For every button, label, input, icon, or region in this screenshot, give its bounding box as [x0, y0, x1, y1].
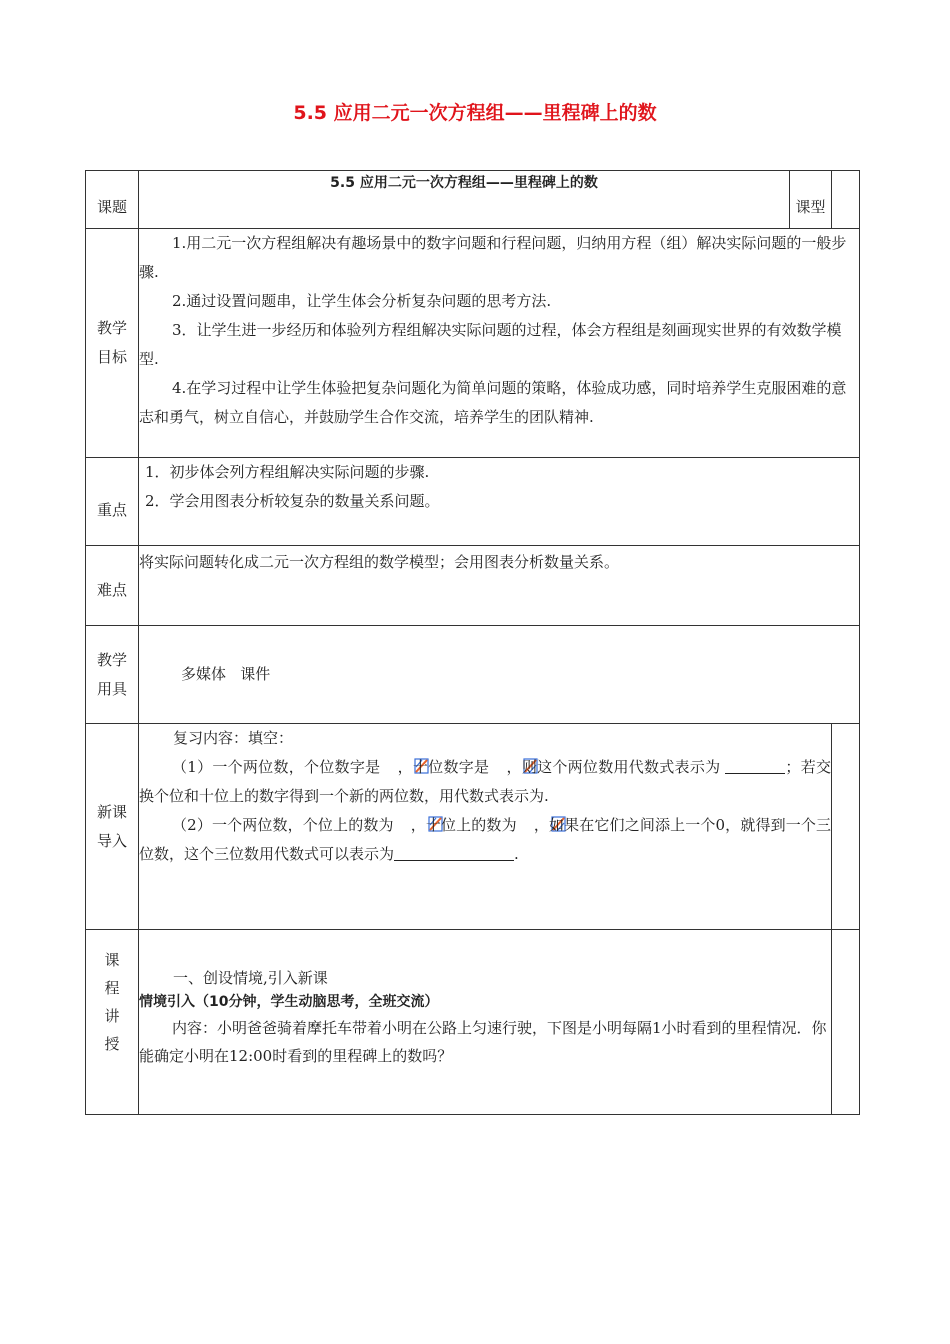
- key-point-item: 1．初步体会列方程组解决实际问题的步骤.: [145, 463, 430, 481]
- intro-heading: 复习内容：填空：: [173, 729, 294, 747]
- lecture-label-char: 讲: [104, 1007, 120, 1025]
- lecture-label-char: 课: [104, 951, 120, 969]
- q2-part-b: ，十位上的数为: [410, 816, 517, 834]
- intro-content: [139, 724, 832, 930]
- q1-part-e: .: [544, 787, 549, 805]
- lecture-label-char: 程: [104, 979, 120, 997]
- formula-image-icon: [518, 813, 533, 829]
- scenario-content: 内容：小明爸爸骑着摩托车带着小明在公路上匀速行驶，下图是小明每隔1小时看到的里程情况．你能确定小明在12:00时看到的里程碑上的数吗？: [139, 1019, 827, 1065]
- topic-title: 5.5 应用二元一次方程组——里程碑上的数: [330, 175, 598, 191]
- q2-part-a: （2）一个两位数，个位上的数为: [172, 816, 394, 834]
- lecture-section-heading: 一、创设情境,引入新课: [173, 969, 328, 987]
- intro-label-line-1: 新课: [96, 802, 127, 821]
- lecture-label: [86, 930, 139, 1115]
- goal-item: 1.用二元一次方程组解决有趣场景中的数字问题和行程问题，归纳用方程（组）解决实际问题的一般步骤.: [139, 234, 847, 281]
- topic-label: 课题: [86, 171, 139, 229]
- key-points-label: 重点: [86, 458, 139, 546]
- topic-cell: [139, 171, 790, 229]
- goal-item: 2.通过设置问题串，让学生体会分析复杂问题的思考方法.: [172, 292, 552, 310]
- formula-image-icon: [490, 755, 505, 771]
- goals-label-line-1: 教学: [96, 319, 127, 337]
- tools-label: [86, 626, 139, 724]
- lecture-row: [86, 930, 860, 1115]
- intro-question-2: [139, 811, 831, 869]
- intro-notes-cell: [832, 724, 860, 930]
- q2-part-d: .: [514, 845, 519, 863]
- q1-part-a: （1）一个两位数，个位数字是: [172, 758, 381, 776]
- key-points-row: [86, 458, 860, 546]
- lecture-notes-cell: [832, 930, 860, 1115]
- difficulty-text: 将实际问题转化成二元一次方程组的数学模型；会用图表分析数量关系。: [139, 553, 620, 571]
- intro-label-line-2: 导入: [96, 831, 127, 850]
- lesson-plan-table: [85, 170, 860, 1115]
- tools-text: 多媒体 课件: [181, 665, 271, 683]
- q2-part-c: ，如果在它们之间添上一个0，就得到一个三位数，这个三位数用代数式可以表示为: [139, 816, 832, 863]
- tools-label-line-2: 用具: [96, 679, 127, 698]
- q1-part-d: ；若交换个位和十位上的数字得到一个新的两位数，用代数式表示为: [139, 758, 831, 805]
- formula-image-icon: [395, 813, 410, 829]
- document-title: 5.5 应用二元一次方程组——里程碑上的数: [293, 102, 657, 124]
- tools-row: [86, 626, 860, 724]
- answer-blank[interactable]: [725, 757, 785, 774]
- lecture-label-char: 授: [104, 1035, 120, 1053]
- lecture-content: [139, 930, 832, 1115]
- scenario-title: 情境引入（10分钟，学生动脑思考，全班交流）: [139, 994, 439, 1010]
- difficulty-content: [139, 546, 860, 626]
- tools-content: [139, 626, 860, 724]
- tools-label-line-1: 教学: [96, 650, 127, 669]
- difficulty-row: [86, 546, 860, 626]
- goal-item: 3．让学生进一步经历和体验列方程组解决实际问题的过程，体会方程组是刻画现实世界的有效数学模型.: [139, 321, 842, 368]
- goals-label: [86, 229, 139, 458]
- q1-part-c: ，则这个两位数用代数式表示为: [506, 758, 721, 776]
- goals-row: [86, 229, 860, 458]
- intro-row: [86, 724, 860, 930]
- key-points-content: [139, 458, 860, 546]
- goals-label-line-2: 目标: [96, 348, 127, 366]
- q1-part-b: ，十位数字是: [397, 758, 490, 776]
- key-point-item: 2．学会用图表分析较复杂的数量关系问题。: [145, 492, 440, 510]
- lesson-type-value: [832, 171, 860, 229]
- goal-item: 4.在学习过程中让学生体验把复杂问题化为简单问题的策略，体验成功感，同时培养学生克服困难的意志和勇气，树立自信心，并鼓励学生合作交流，培养学生的团队精神.: [139, 379, 847, 426]
- answer-blank[interactable]: [394, 844, 514, 861]
- intro-label: [86, 724, 139, 930]
- intro-question-1: [139, 753, 831, 811]
- lesson-type-label: 课型: [790, 171, 832, 229]
- difficulty-label: 难点: [86, 546, 139, 626]
- goals-content: [139, 229, 860, 458]
- formula-image-icon: [381, 755, 396, 771]
- topic-row: [86, 171, 860, 229]
